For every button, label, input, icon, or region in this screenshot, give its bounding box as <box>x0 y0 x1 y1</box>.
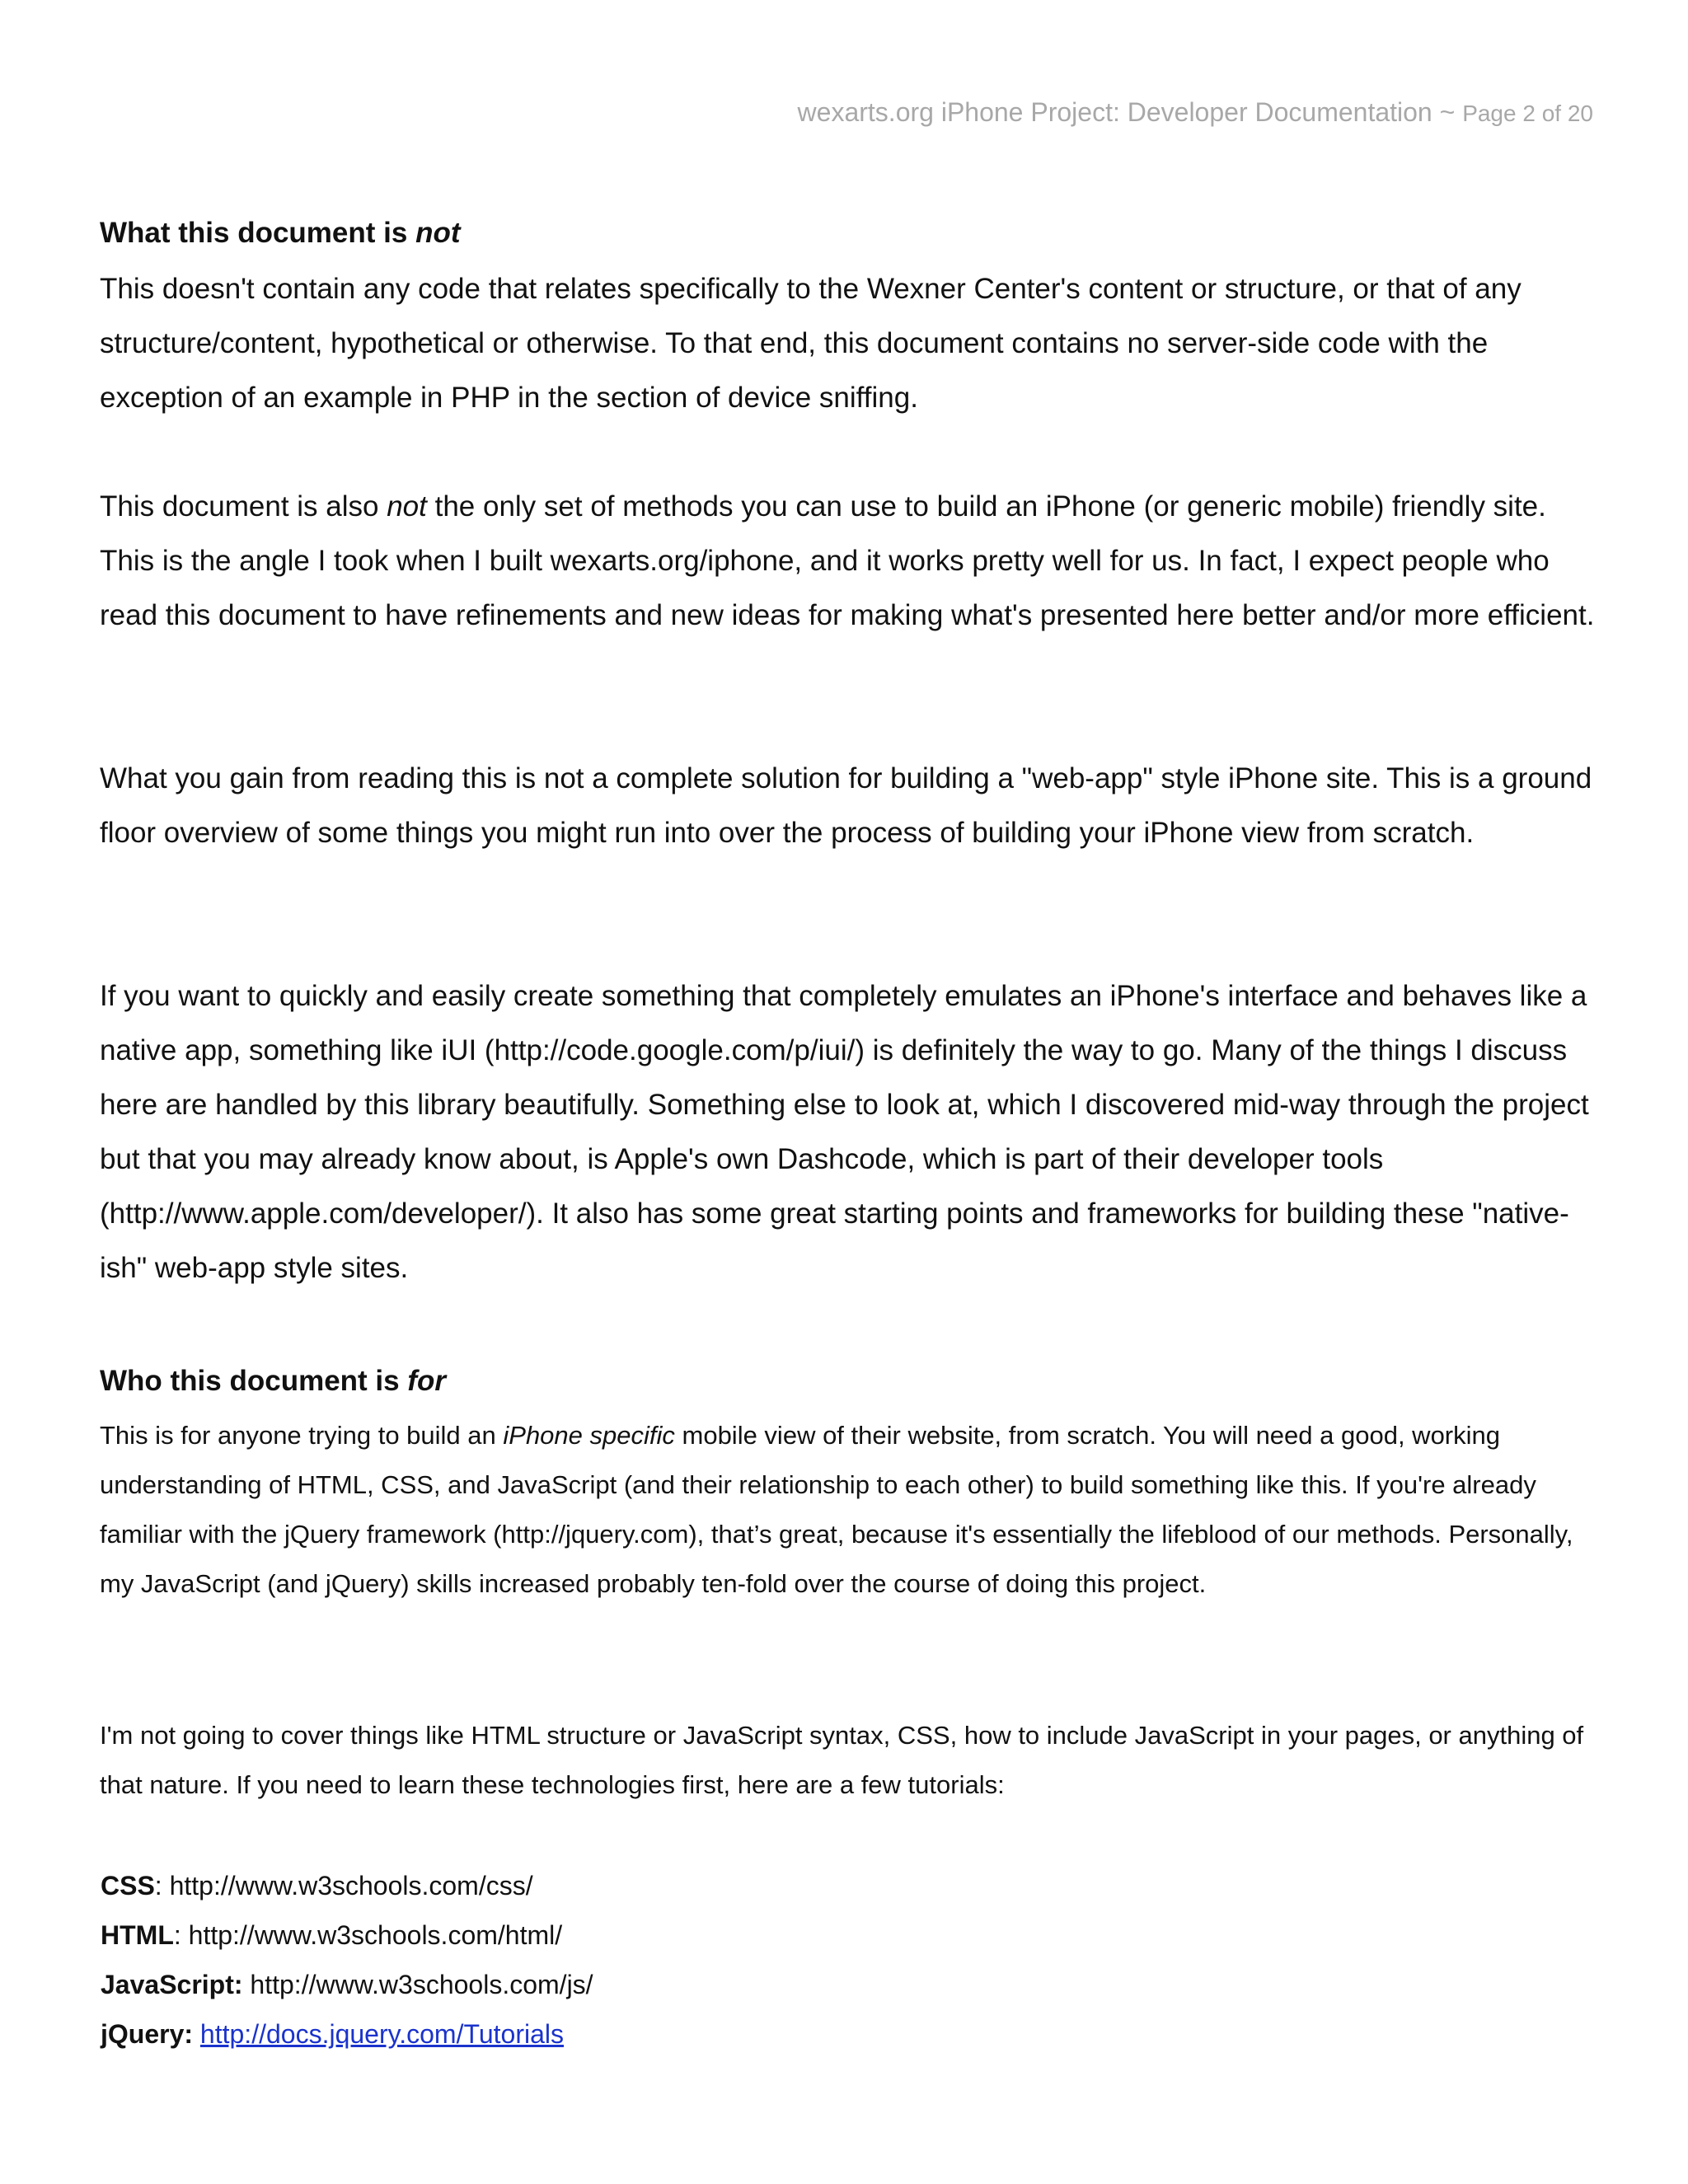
tutorial-list <box>101 1861 593 2059</box>
tutorial-label: CSS <box>101 1871 155 1900</box>
paragraph-not-covered: I'm not going to cover things like HTML structure or JavaScript syntax, CSS, how to include JavaScript in your pages, or anything of that nature. If you need to learn these technologies first, here are a few tutorials: <box>100 1721 1584 1799</box>
paragraph-not-only-methods: This document is also not the only set of methods you can use to build an iPhone (or generic mobile) friendly site. This is the angle I took when I built wexarts.org/iphone, and it works pretty well for us. In fact, I expect people who read this document to have refinements and new ideas for making what's presented here better and/or more efficient. <box>100 490 1595 631</box>
list-item-javascript <box>101 1960 593 2009</box>
tutorial-url: http://www.w3schools.com/html/ <box>188 1920 563 1950</box>
paragraph-no-code: This doesn't contain any code that relates specifically to the Wexner Center's content or structure, or that of any structure/content, hypothetical or otherwise. To that end, this document contains no server-side code with the exception of an example in PHP in the section of device sniffing. <box>100 273 1522 414</box>
jquery-tutorials-link[interactable]: http://docs.jquery.com/Tutorials <box>199 2019 564 2049</box>
list-item-css: CSS: http://www.w3schools.com/css/ <box>101 1871 533 1900</box>
page-header <box>798 97 1593 128</box>
heading-emphasis: not <box>415 217 461 249</box>
paragraph-audience: This is for anyone trying to build an iPhone specific mobile view of their website, from scratch. You will need a good, working understanding of HTML, CSS, and JavaScript (and their relationship to each other) to build something like this. If you're already familiar with the jQuery framework (http://jquery.com), that’s great, because it's essentially the lifeblood of our methods. Personally, my JavaScript (and jQuery) skills increased probably ten-fold over the course of doing this project. <box>100 1421 1573 1598</box>
tutorial-label: jQuery: <box>101 2019 194 2049</box>
paragraph-what-you-gain: What you gain from reading this is not a complete solution for building a "web-app" style iPhone site. This is a ground floor overview of some things you might run into over the process of building your iPhone view from scratch. <box>100 762 1592 849</box>
tutorial-label: JavaScript: <box>101 1970 243 1999</box>
section-heading-for: Who this document is for <box>100 1365 446 1397</box>
emphasis-iphone-specific: iPhone specific <box>503 1421 675 1450</box>
document-title: wexarts.org iPhone Project: Developer Documentation ~ <box>797 97 1463 127</box>
page-number: Page 2 of 20 <box>1462 101 1593 126</box>
list-item-html: HTML: http://www.w3schools.com/html/ <box>101 1920 563 1950</box>
tutorial-label: HTML <box>101 1920 174 1950</box>
list-item-jquery <box>101 2009 593 2059</box>
heading-emphasis: for <box>407 1365 446 1397</box>
tutorial-url: http://www.w3schools.com/css/ <box>169 1871 533 1900</box>
section-heading-not: What this document is not <box>100 217 461 249</box>
emphasis-not: not <box>387 490 427 523</box>
tutorial-url: http://www.w3schools.com/js/ <box>250 1970 593 1999</box>
paragraph-iui-dashcode: If you want to quickly and easily create something that completely emulates an iPhone's interface and behaves like a native app, something like iUI (http://code.google.com/p/iui/) is definitely the way to go. Many of the things I discuss here are handled by this library beautifully. Something else to look at, which I discovered mid-way through the project but that you may already know about, is Apple's own Dashcode, which is part of their developer tools (http://www.apple.com/developer/). It also has some great starting points and frameworks for building these "native-ish" web-app style sites. <box>100 980 1589 1284</box>
